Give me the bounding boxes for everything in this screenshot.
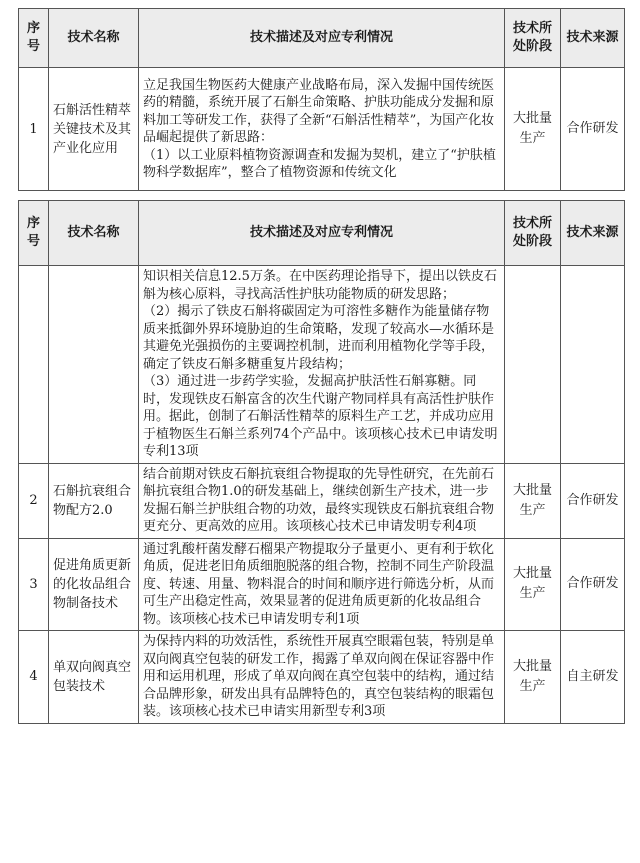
desc-paragraph: 为保持内料的功效活性，系统性开展真空眼霜包装，特别是单双向阀真空包装的研发工作，揭露了单双向阀在保证容器中作用和运用机理，形成了单双向阀在真空包装中的结构，通过结合品牌形象，研发出具有品牌特色的，真空包装结构的眼霜包装。该项核心技术已申请实用新型专利3项 [143, 634, 495, 719]
table-row [19, 266, 625, 464]
row-tech-name: 石斛活性精萃关键技术及其产业化应用 [49, 68, 139, 191]
table-header-row [19, 9, 625, 68]
row-tech-name: 单双向阀真空包装技术 [49, 631, 139, 724]
row-tech-name [49, 266, 139, 464]
header-name: 技术名称 [49, 201, 139, 266]
desc-paragraph: 通过乳酸杆菌发酵石榴果产物提取分子量更小、更有利于软化角质，促进老旧角质细胞脱落的组合物，控制不同生产阶段温度、转速、用量、物料混合的时间和顺序进行筛选分析，从而可生产出稳定性高，效果显著的促进角质更新的化妆品组合物。该项核心技术已申请发明专利1项 [143, 541, 495, 627]
row-seq: 1 [19, 68, 49, 191]
header-stage: 技术所处阶段 [505, 201, 561, 266]
desc-paragraph: 结合前期对铁皮石斛抗衰组合物提取的先导性研究，在先前石斛抗衰组合物1.0的研发基础上，继续创新生产技术，进一步发掘石斛兰护肤组合物的功效，最终实现铁皮石斛抗衰组合物更充分、更高效的应用。该项核心技术已申请发明专利4项 [143, 466, 495, 534]
row-stage: 大批量生产 [505, 631, 561, 724]
desc-paragraph: （2）揭示了铁皮石斛将碳固定为可溶性多糖作为能量储存物质来抵御外界环境胁迫的生命策略，发现了较高水—水循环是其避免光强损伤的主要调控机制，进而利用植物化学等手段，确定了铁皮石斛多糖重复片段结构； [143, 304, 495, 372]
row-description [139, 538, 505, 631]
header-source: 技术来源 [561, 201, 625, 266]
row-description [139, 266, 505, 464]
row-stage: 大批量生产 [505, 68, 561, 191]
header-stage: 技术所处阶段 [505, 9, 561, 68]
header-name: 技术名称 [49, 9, 139, 68]
header-source: 技术来源 [561, 9, 625, 68]
table-row [19, 631, 625, 724]
row-seq: 4 [19, 631, 49, 724]
row-description [139, 68, 505, 191]
header-seq: 序号 [19, 201, 49, 266]
row-source: 合作研发 [561, 68, 625, 191]
row-source: 自主研发 [561, 631, 625, 724]
table-row [19, 538, 625, 631]
tech-table-part-1 [18, 8, 625, 191]
tech-table-part-2 [18, 200, 625, 724]
row-seq: 2 [19, 463, 49, 538]
desc-paragraph: 知识相关信息12.5万条。在中医药理论指导下，提出以铁皮石斛为核心原料，寻找高活性护肤功能物质的研发思路； [143, 269, 497, 302]
row-source: 合作研发 [561, 538, 625, 631]
desc-paragraph: 立足我国生物医药大健康产业战略布局，深入发掘中国传统医药的精髓，系统开展了石斛生命策略、护肤功能成分发掘和原料加工等研发工作，获得了全新“石斛活性精萃”，为国产化妆品崛起提供了新思路： [143, 77, 495, 145]
header-desc: 技术描述及对应专利情况 [139, 201, 505, 266]
row-tech-name: 石斛抗衰组合物配方2.0 [49, 463, 139, 538]
row-source [561, 266, 625, 464]
row-stage [505, 266, 561, 464]
header-seq: 序号 [19, 9, 49, 68]
desc-paragraph: （1）以工业原料植物资源调查和发掘为契机，建立了“护肤植物科学数据库”，整合了植物资源和传统文化 [143, 147, 496, 180]
desc-paragraph: （3）通过进一步药学实验，发掘高护肤活性石斛寡糖。同时，发现铁皮石斛富含的次生代谢产物同样具有高活性护肤作用。据此，创制了石斛活性精萃的原料生产工艺，并成功应用于植物医生石斛兰系列74个产品中。该项核心技术已申请发明专利13项 [143, 374, 498, 459]
row-stage: 大批量生产 [505, 463, 561, 538]
table-row [19, 463, 625, 538]
row-tech-name: 促进角质更新的化妆品组合物制备技术 [49, 538, 139, 631]
table-row [19, 68, 625, 191]
header-desc: 技术描述及对应专利情况 [139, 9, 505, 68]
row-description [139, 463, 505, 538]
row-seq: 3 [19, 538, 49, 631]
row-source: 合作研发 [561, 463, 625, 538]
table-header-row [19, 201, 625, 266]
row-stage: 大批量生产 [505, 538, 561, 631]
row-seq [19, 266, 49, 464]
row-description [139, 631, 505, 724]
